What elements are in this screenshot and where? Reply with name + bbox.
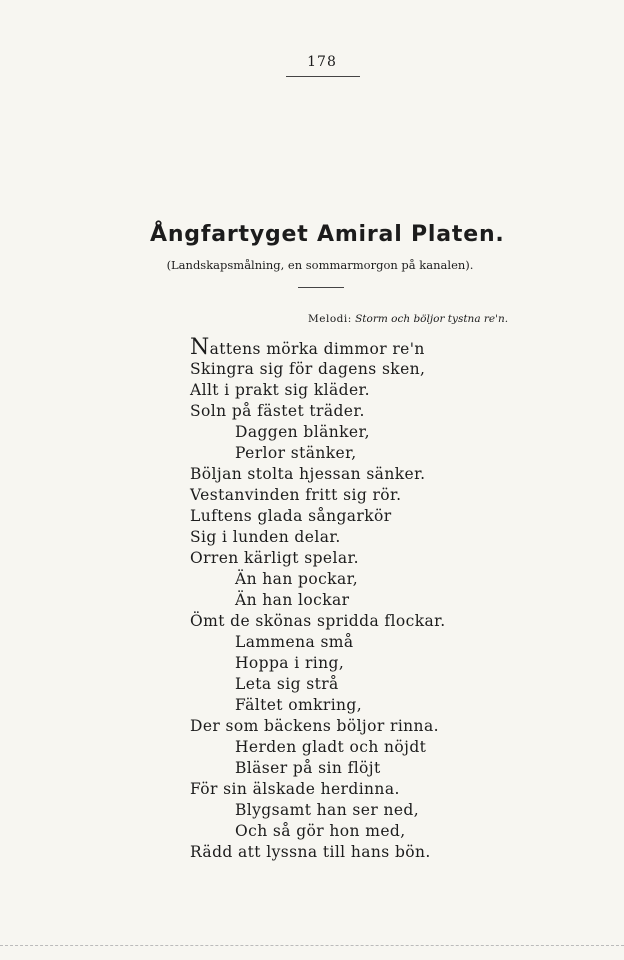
melody-note [308, 313, 538, 325]
poem-line [190, 380, 370, 400]
poem-line [190, 716, 439, 736]
poem-line [235, 674, 339, 694]
poem-line-text: Rädd att lyssna till hans bön. [190, 843, 431, 861]
poem-subtitle: (Landskapsmålning, en sommarmorgon på kanalen). [166, 258, 474, 272]
poem-line [235, 821, 406, 841]
poem-line [235, 653, 344, 673]
poem-line-text: Luftens glada sångarkör [190, 507, 392, 525]
poem-line-text: Fältet omkring, [235, 696, 363, 714]
poem-line [235, 800, 419, 820]
poem-line [190, 359, 425, 379]
poem-line-text: Leta sig strå [235, 675, 339, 693]
poem-line-text: Sig i lunden delar. [190, 528, 341, 546]
poem-line-text: Allt i prakt sig kläder. [190, 381, 370, 399]
poem-line-text: Hoppa i ring, [235, 654, 345, 672]
poem-line-text: Böljan stolta hjessan sänker. [190, 465, 426, 483]
poem-line [190, 611, 446, 631]
poem-line-text: Perlor stänker, [235, 444, 357, 462]
poem-line-text: Bläser på sin flöjt [235, 759, 381, 777]
page-number: 178 [307, 54, 337, 70]
poem-line [190, 842, 431, 862]
poem-line-text: attens mörka dimmor re'n [209, 340, 425, 358]
poem-line [190, 401, 365, 421]
poem-line-text: Skingra sig för dagens sken, [190, 360, 426, 378]
poem-line [235, 737, 426, 757]
bottom-edge-rule [0, 945, 624, 946]
poem-line [190, 506, 392, 526]
page-number-rule [286, 76, 360, 77]
poem-line-text: Daggen blänker, [235, 423, 370, 441]
melody-name: Storm och böljor tystna re'n. [355, 313, 509, 325]
poem-title: Ångfartyget Amiral Platen. [150, 222, 505, 247]
poem-line [190, 779, 400, 799]
poem-line-text: För sin älskade herdinna. [190, 780, 400, 798]
poem-line [235, 758, 381, 778]
poem-line [190, 464, 426, 484]
poem-line [235, 443, 357, 463]
poem-line [235, 422, 370, 442]
poem-line-text: Än han lockar [235, 591, 350, 609]
title-rule [298, 287, 344, 288]
poem-line [235, 569, 358, 589]
poem-line-text: Lammena små [235, 633, 354, 651]
poem-line [190, 485, 401, 505]
melody-label: Melodi: [308, 313, 352, 325]
drop-cap-initial: N [190, 335, 210, 360]
poem-line-text: Ömt de skönas spridda flockar. [190, 612, 446, 630]
poem-line-text: Än han pockar, [235, 570, 359, 588]
poem-line-text: Vestanvinden fritt sig rör. [190, 486, 402, 504]
poem-line [235, 590, 349, 610]
poem-line [190, 335, 425, 360]
poem-line [235, 632, 354, 652]
poem-line-text: Och så gör hon med, [235, 822, 406, 840]
poem-line-text: Blygsamt han ser ned, [235, 801, 420, 819]
poem-line-text: Herden gladt och nöjdt [235, 738, 427, 756]
poem-line-text: Orren kärligt spelar. [190, 549, 359, 567]
poem-line-text: Der som bäckens böljor rinna. [190, 717, 439, 735]
poem-line [190, 548, 359, 568]
poem-line-text: Soln på fästet träder. [190, 402, 365, 420]
poem-line [190, 527, 341, 547]
poem-line [235, 695, 362, 715]
